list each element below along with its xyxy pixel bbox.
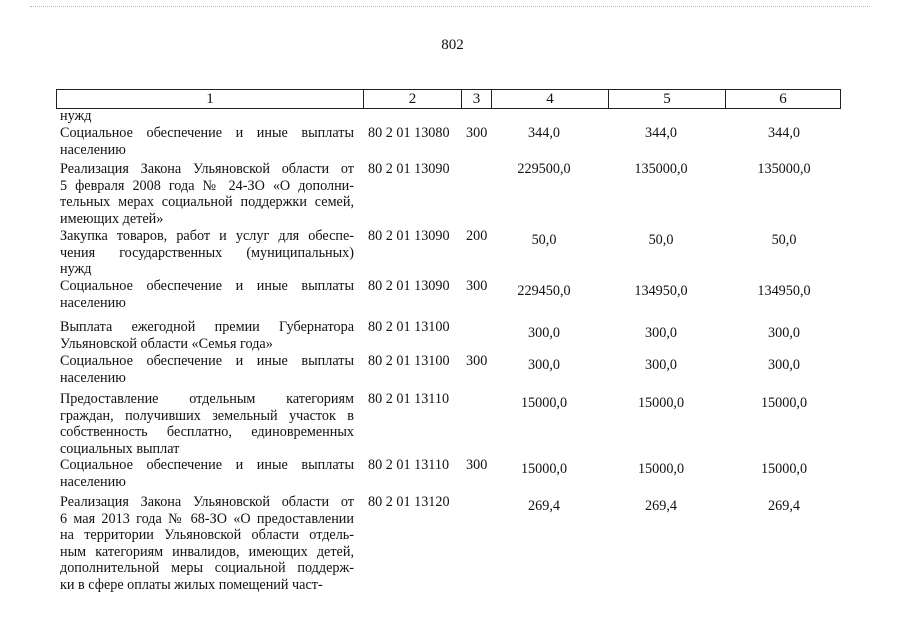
header-col-6: 6 bbox=[725, 90, 840, 108]
description-line: Предоставление отдельным категориям bbox=[60, 391, 354, 407]
row-type-code: 300 bbox=[466, 125, 488, 141]
description-line: 6 мая 2013 года № 68-ЗО «О предоставлении bbox=[60, 510, 354, 527]
row-value-col5: 344,0 bbox=[645, 125, 677, 141]
header-col-2: 2 bbox=[363, 90, 461, 108]
row-value-col5: 300,0 bbox=[645, 357, 677, 373]
row-type-code: 300 bbox=[466, 278, 488, 294]
description-line: Выплата ежегодной премии Губернатора bbox=[60, 319, 354, 335]
description-line: Социальное обеспечение и иные выплаты bbox=[60, 278, 354, 294]
row-code: 80 2 01 13110 bbox=[368, 457, 450, 473]
description-line: собственность бесплатно, единовременных bbox=[60, 424, 354, 441]
row-value-col6: 269,4 bbox=[768, 498, 800, 514]
description-line: ным категориям инвалидов, имеющих детей, bbox=[60, 543, 354, 560]
description-line: ки в сфере оплаты жилых помещений част- bbox=[60, 576, 323, 593]
description-line: тельных мерах социальной поддержки семей, bbox=[60, 194, 354, 211]
header-col-1: 1 bbox=[206, 91, 214, 107]
row-value-col4: 300,0 bbox=[528, 357, 560, 373]
row-value-col4: 15000,0 bbox=[520, 461, 568, 477]
description-line: граждан, получивших земельный участок в bbox=[60, 407, 354, 424]
header-col-4: 4 bbox=[491, 90, 608, 108]
row-description bbox=[60, 108, 354, 125]
row-value-col5: 300,0 bbox=[645, 325, 677, 341]
description-line: социальных выплат bbox=[60, 440, 180, 457]
row-description bbox=[60, 494, 354, 594]
description-line: чения государственных (муниципальных) bbox=[60, 244, 354, 261]
row-value-col6: 135000,0 bbox=[757, 161, 811, 177]
row-description bbox=[60, 457, 354, 490]
description-line: Социальное обеспечение и иные выплаты bbox=[60, 457, 354, 473]
description-line: нужд bbox=[60, 108, 92, 124]
row-code: 80 2 01 13090 bbox=[368, 278, 450, 294]
row-code: 80 2 01 13110 bbox=[368, 391, 450, 407]
row-value-col5: 134950,0 bbox=[634, 283, 688, 299]
description-line: Реализация Закона Ульяновской области от bbox=[60, 494, 354, 510]
description-line: нужд bbox=[60, 261, 92, 278]
row-value-col4: 50,0 bbox=[531, 232, 557, 248]
row-code: 80 2 01 13090 bbox=[368, 161, 450, 177]
row-description bbox=[60, 319, 354, 352]
row-value-col6: 344,0 bbox=[768, 125, 800, 141]
description-line: населению bbox=[60, 473, 126, 490]
row-type-code: 300 bbox=[466, 353, 488, 369]
description-line: населению bbox=[60, 294, 126, 311]
scan-artifact-line bbox=[30, 6, 870, 8]
row-value-col5: 15000,0 bbox=[637, 395, 685, 411]
row-value-col6: 134950,0 bbox=[757, 283, 811, 299]
row-value-col6: 300,0 bbox=[768, 357, 800, 373]
description-line: дополнительной меры социальной поддерж- bbox=[60, 560, 354, 577]
description-line: Ульяновской области «Семья года» bbox=[60, 335, 273, 352]
row-type-code: 200 bbox=[466, 228, 488, 244]
row-description bbox=[60, 161, 354, 227]
page-number: 802 bbox=[441, 37, 464, 53]
row-value-col6: 50,0 bbox=[771, 232, 797, 248]
row-value-col4: 300,0 bbox=[528, 325, 560, 341]
description-line: Реализация Закона Ульяновской области от bbox=[60, 161, 354, 177]
row-value-col5: 269,4 bbox=[645, 498, 677, 514]
row-value-col5: 135000,0 bbox=[634, 161, 688, 177]
row-value-col4: 269,4 bbox=[528, 498, 560, 514]
table-header-row bbox=[56, 89, 841, 109]
header-col-3: 3 bbox=[461, 90, 491, 108]
description-line: 5 февраля 2008 года № 24-ЗО «О дополни- bbox=[60, 177, 354, 194]
description-line: имеющих детей» bbox=[60, 210, 164, 227]
row-code: 80 2 01 13100 bbox=[368, 353, 450, 369]
row-code: 80 2 01 13080 bbox=[368, 125, 450, 141]
description-line: населению bbox=[60, 369, 126, 386]
row-code: 80 2 01 13120 bbox=[368, 494, 450, 510]
row-value-col4: 229500,0 bbox=[517, 161, 571, 177]
row-value-col5: 50,0 bbox=[648, 232, 674, 248]
description-line: Закупка товаров, работ и услуг для обеспе- bbox=[60, 228, 354, 244]
header-col-5: 5 bbox=[608, 90, 725, 108]
row-value-col5: 15000,0 bbox=[637, 461, 685, 477]
row-description bbox=[60, 391, 354, 457]
description-line: Социальное обеспечение и иные выплаты bbox=[60, 353, 354, 369]
row-description bbox=[60, 228, 354, 278]
row-value-col4: 15000,0 bbox=[520, 395, 568, 411]
row-description bbox=[60, 353, 354, 386]
row-value-col6: 15000,0 bbox=[760, 395, 808, 411]
row-code: 80 2 01 13090 bbox=[368, 228, 450, 244]
row-description bbox=[60, 125, 354, 158]
row-value-col4: 229450,0 bbox=[517, 283, 571, 299]
description-line: Социальное обеспечение и иные выплаты bbox=[60, 125, 354, 141]
description-line: населению bbox=[60, 141, 126, 158]
row-value-col6: 15000,0 bbox=[760, 461, 808, 477]
description-line: на территории Ульяновской области отдель- bbox=[60, 527, 354, 544]
row-description bbox=[60, 278, 354, 311]
row-code: 80 2 01 13100 bbox=[368, 319, 450, 335]
row-type-code: 300 bbox=[466, 457, 488, 473]
row-value-col6: 300,0 bbox=[768, 325, 800, 341]
row-value-col4: 344,0 bbox=[528, 125, 560, 141]
